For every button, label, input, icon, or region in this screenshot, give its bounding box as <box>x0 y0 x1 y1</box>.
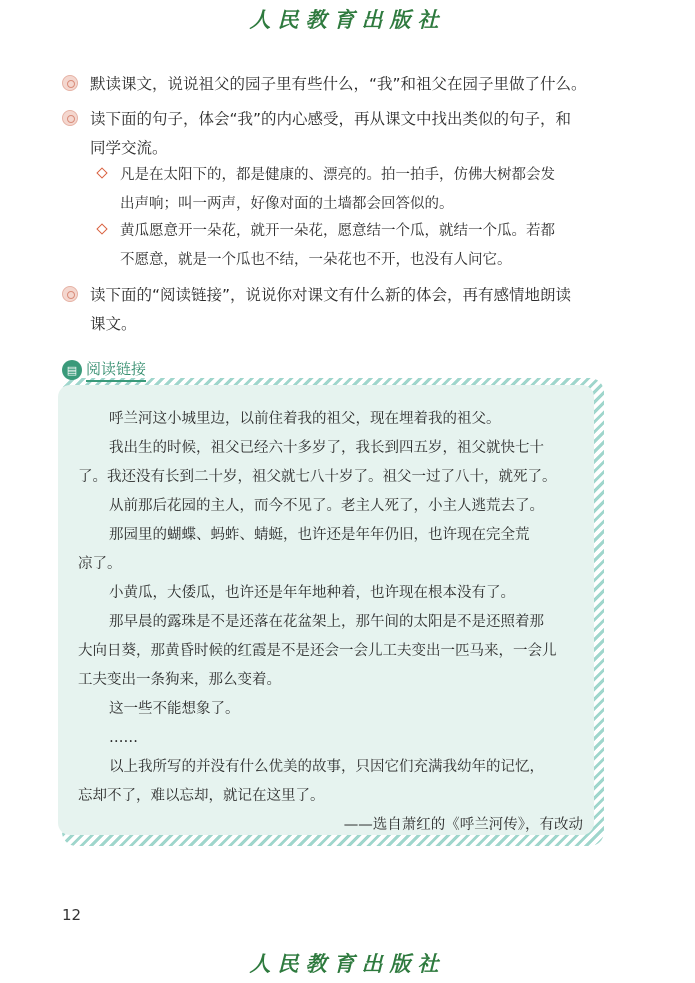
passage-line: 工夫变出一条狗来，那么变着。 <box>78 672 281 688</box>
reading-passage <box>78 405 583 840</box>
passage-line: 从前那后花园的主人，而今不见了。老主人死了，小主人逃荒去了。 <box>109 498 544 514</box>
passage-line: 大向日葵，那黄昏时候的红霞是不是还会一会儿工夫变出一匹马来，一会儿 <box>78 643 557 659</box>
question-marker-icon <box>62 286 78 302</box>
example-line: 不愿意，就是一个瓜也不结，一朵花也不开，也没有人问它。 <box>120 252 512 268</box>
reading-link-tag <box>62 359 146 381</box>
question-line: 同学交流。 <box>90 139 168 157</box>
question-line: 读下面的句子，体会“我”的内心感受，再从课文中找出类似的句子，和 <box>90 110 572 128</box>
passage-line: 那园里的蝴蝶、蚂蚱、蜻蜓，也许还是年年仍旧，也许现在完全荒 <box>109 527 530 543</box>
passage-line: 凉了。 <box>78 556 122 572</box>
passage-line: 了。我还没有长到二十岁，祖父就七八十岁了。祖父一过了八十，就死了。 <box>78 469 557 485</box>
example-line: 出声响；叫一两声，好像对面的土墙都会回答似的。 <box>120 196 454 212</box>
diamond-bullet-icon <box>96 223 107 234</box>
question-marker-icon <box>62 75 78 91</box>
diamond-bullet-icon <box>96 167 107 178</box>
reading-link-label: 阅读链接 <box>86 358 146 382</box>
example-line: 凡是在太阳下的，都是健康的、漂亮的。拍一拍手，仿佛大树都会发 <box>120 167 555 183</box>
passage-line: 呼兰河这小城里边，以前住着我的祖父，现在埋着我的祖父。 <box>109 411 501 427</box>
publisher-logo-bottom: 人民教育出版社 <box>249 951 446 976</box>
example-line: 黄瓜愿意开一朵花，就开一朵花，愿意结一个瓜，就结一个瓜。若都 <box>120 223 555 239</box>
passage-line: 我出生的时候，祖父已经六十多岁了，我长到四五岁，祖父就快七十 <box>109 440 544 456</box>
passage-line: 以上我所写的并没有什么优美的故事，只因它们充满我幼年的记忆， <box>109 759 544 775</box>
page-number: 12 <box>62 906 82 924</box>
passage-line: 小黄瓜，大倭瓜，也许还是年年地种着，也许现在根本没有了。 <box>109 585 515 601</box>
passage-source: ——选自萧红的《呼兰河传》，有改动 <box>343 817 583 833</box>
publisher-logo-top: 人民教育出版社 <box>249 7 446 32</box>
question-line: 课文。 <box>90 315 137 333</box>
passage-line: 忘却不了，难以忘却，就记在这里了。 <box>78 788 325 804</box>
question-line: 默读课文，说说祖父的园子里有些什么，“我”和祖父在园子里做了什么。 <box>90 75 587 93</box>
book-icon: ▤ <box>62 360 82 380</box>
passage-line: 这一些不能想象了。 <box>109 701 240 717</box>
question-line: 读下面的“阅读链接”，说说你对课文有什么新的体会，再有感情地朗读 <box>90 286 572 304</box>
passage-line: …… <box>109 730 138 746</box>
passage-line: 那早晨的露珠是不是还落在花盆架上，那午间的太阳是不是还照着那 <box>109 614 544 630</box>
question-marker-icon <box>62 110 78 126</box>
